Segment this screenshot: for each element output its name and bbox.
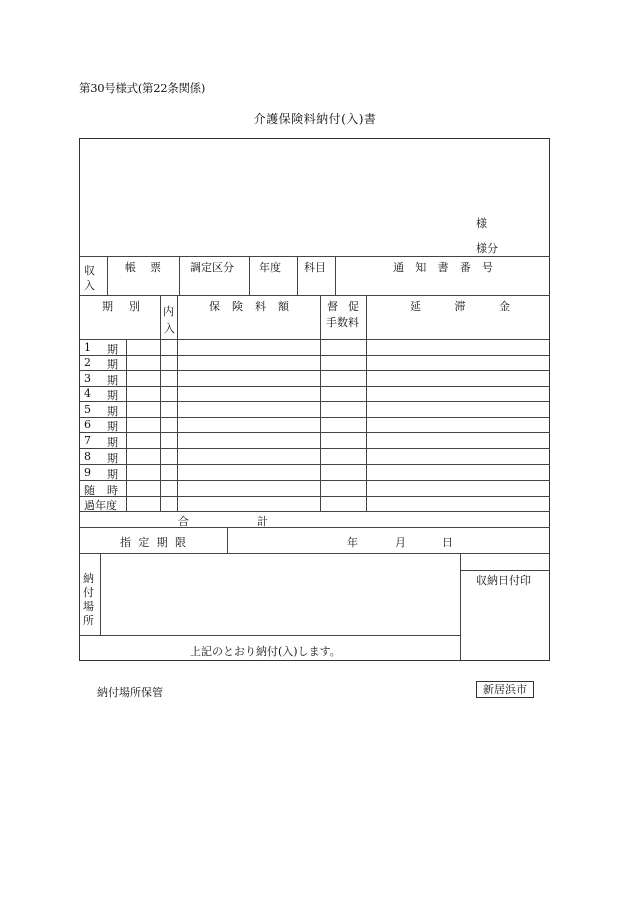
period-label: 5 期	[84, 403, 118, 418]
label-shunyu-2: 入	[84, 279, 95, 292]
period-label: 4 期	[84, 387, 118, 402]
label-day: 日	[442, 536, 453, 549]
label-nendo: 年度	[259, 261, 281, 274]
label-entaikin: 延 滞 金	[410, 300, 510, 313]
label-nofu-basho-2: 付	[83, 586, 94, 599]
label-month: 月	[395, 536, 406, 549]
label-kamoku: 科目	[304, 261, 326, 274]
label-receipt-stamp: 収納日付印	[476, 574, 531, 587]
label-shunyu-1: 収	[84, 264, 95, 277]
document-title: 介護保険料納付(入)書	[253, 112, 377, 126]
footer-retention: 納付場所保管	[97, 686, 163, 699]
label-hokenryo-gaku: 保 険 料 額	[209, 300, 289, 313]
statement-text: 上記のとおり納付(入)します。	[190, 645, 341, 658]
form-number: 第30号様式(第22条関係)	[79, 81, 206, 95]
period-label: 8 期	[84, 450, 118, 465]
label-nofu-basho-1: 納	[83, 572, 94, 585]
label-chotei-kubun: 調定区分	[190, 261, 234, 274]
label-tokusoku: 督 促	[327, 300, 359, 313]
label-shitei-kigen: 指 定 期 限	[120, 536, 186, 549]
label-nofu-basho-4: 所	[83, 614, 94, 627]
label-total: 合 計	[178, 515, 268, 528]
label-kibetsu: 期 別	[102, 300, 140, 313]
label-nofu-basho-3: 場	[83, 600, 94, 613]
honorific-sama: 様	[476, 217, 487, 230]
city-name-box: 新居浜市	[476, 681, 534, 698]
period-label: 随 時	[84, 484, 118, 497]
period-label: 6 期	[84, 418, 118, 433]
period-label: 7 期	[84, 434, 118, 449]
label-tsuchi-bango: 通 知 書 番 号	[393, 261, 493, 274]
period-label-kanendo: 過年度	[84, 499, 117, 512]
label-iri: 入	[164, 322, 175, 335]
period-label: 3 期	[84, 372, 118, 387]
period-label: 2 期	[84, 356, 118, 371]
period-label: 9 期	[84, 466, 118, 481]
label-year: 年	[347, 536, 358, 549]
period-label: 1 期	[84, 341, 118, 356]
label-uchi: 内	[163, 305, 174, 318]
label-tesuryo: 手数料	[326, 316, 359, 329]
label-chohyo: 帳 票	[125, 261, 161, 274]
honorific-sama-bun: 様分	[476, 242, 498, 255]
